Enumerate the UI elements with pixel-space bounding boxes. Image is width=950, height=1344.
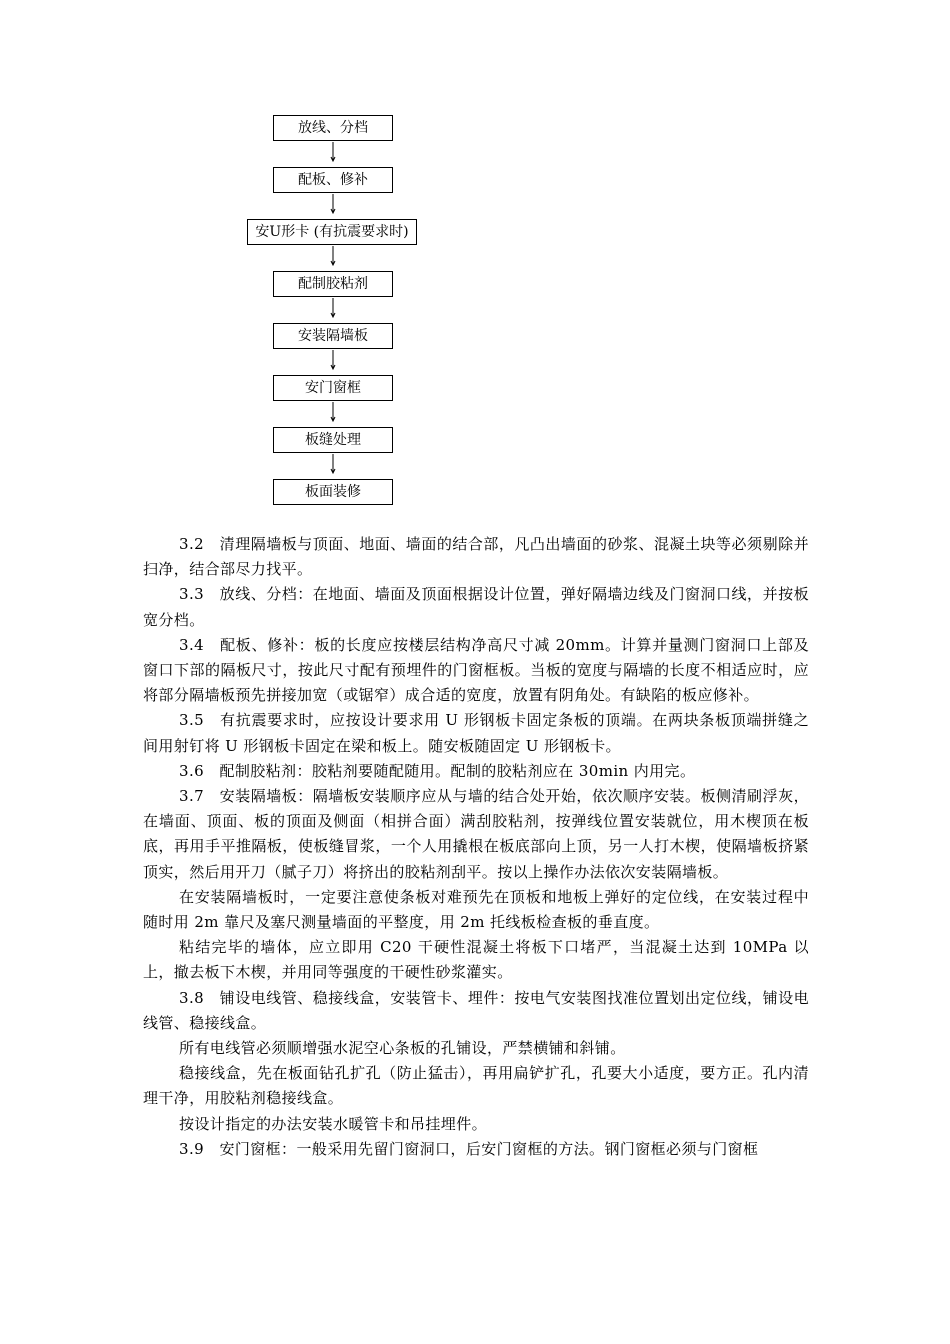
paragraph-3-5: 3.5 有抗震要求时，应按设计要求用 U 形钢板卡固定条板的顶端。在两块条板顶端拼缝之间用射钉将 U 形钢板卡固定在梁和板上。随安板随固定 U 形钢板卡。 [143, 711, 809, 755]
paragraph-3-2: 3.2 清理隔墙板与顶面、地面、墙面的结合部，凡凸出墙面的砂浆、混凝土块等必须剔除并扫净，结合部尽力找平。 [143, 535, 809, 579]
paragraph-3-8-pipe-clamps: 按设计指定的办法安装水暖管卡和吊挂埋件。 [179, 1114, 488, 1133]
flow-arrow-icon [327, 245, 339, 267]
paragraph-3-8-conduit: 所有电线管必须顺增强水泥空心条板的孔铺设，严禁横铺和斜铺。 [179, 1039, 626, 1058]
flow-arrow-icon [327, 401, 339, 423]
flow-step-install-panel: 安装隔墙板 [273, 323, 393, 349]
flow-arrow-icon [327, 141, 339, 163]
paragraph-3-6: 3.6 配制胶粘剂：胶粘剂要随配随用。配制的胶粘剂应在 30min 内用完。 [179, 761, 696, 780]
flow-step-layout-division: 放线、分档 [273, 115, 393, 141]
paragraph-3-4: 3.4 配板、修补：板的长度应按楼层结构净高尺寸减 20mm。计算并量测门窗洞口上部及窗口下部的隔板尺寸，按此尺寸配有预埋件的门窗框板。当板的宽度与隔墙的长度不相适应时，应将部分隔墙板预先拼接加宽（或锯窄）成合适的宽度，放置有阴角处。有缺陷的板应修补。 [143, 635, 809, 705]
paragraph-3-7-alignment: 在安装隔墙板时，一定要注意使条板对难预先在顶板和地板上弹好的定位线，在安装过程中随时用 2m 靠尺及塞尺测量墙面的平整度，用 2m 托线板检查板的垂直度。 [143, 887, 809, 932]
paragraph-3-3: 3.3 放线、分档：在地面、墙面及顶面根据设计位置，弹好隔墙边线及门窗洞口线，并按板宽分档。 [143, 585, 809, 629]
flow-arrow-icon [327, 349, 339, 371]
flow-step-surface-finish: 板面装修 [273, 479, 393, 505]
flow-arrow-icon [327, 193, 339, 215]
paragraph-3-8: 3.8 铺设电线管、稳接线盒，安装管卡、埋件：按电气安装图找准位置划出定位线，铺设电线管、稳接线盒。 [143, 988, 809, 1032]
flow-arrow-icon [327, 297, 339, 319]
flow-step-u-clip: 安U形卡 (有抗震要求时) [247, 219, 417, 245]
flow-step-adhesive: 配制胶粘剂 [273, 271, 393, 297]
paragraph-3-7-bonding: 粘结完毕的墙体，应立即用 C20 干硬性混凝土将板下口堵严，当混凝土达到 10MPa 以上，撤去板下木楔，并用同等强度的干硬性砂浆灌实。 [143, 938, 809, 982]
paragraph-3-7: 3.7 安装隔墙板：隔墙板安装顺序应从与墙的结合处开始，依次顺序安装。板侧清刷浮灰，在墙面、顶面、板的顶面及侧面（相拼合面）满刮胶粘剂，按弹线位置安装就位，用木楔顶在板底，再用手平推隔板，使板缝冒浆，一个人用撬根在板底部向上顶，另一人打木楔，使隔墙板挤紧顶实，然后用开刀（腻子刀）将挤出的胶粘剂刮平。按以上操作办法依次安装隔墙板。 [143, 787, 809, 881]
flow-step-board-repair: 配板、修补 [273, 167, 393, 193]
flow-step-joint-treatment: 板缝处理 [273, 427, 393, 453]
flow-arrow-icon [327, 453, 339, 475]
process-flowchart [0, 0, 950, 520]
paragraph-3-8-junction-box: 稳接线盒，先在板面钻孔扩孔（防止猛击），再用扁铲扩孔，孔要大小适度，要方正。孔内清理干净，用胶粘剂稳接线盒。 [143, 1064, 809, 1108]
flow-step-door-window-frame: 安门窗框 [273, 375, 393, 401]
document-body [143, 532, 809, 1162]
paragraph-3-9: 3.9 安门窗框：一般采用先留门窗洞口，后安门窗框的方法。钢门窗框必须与门窗框 [179, 1139, 759, 1158]
